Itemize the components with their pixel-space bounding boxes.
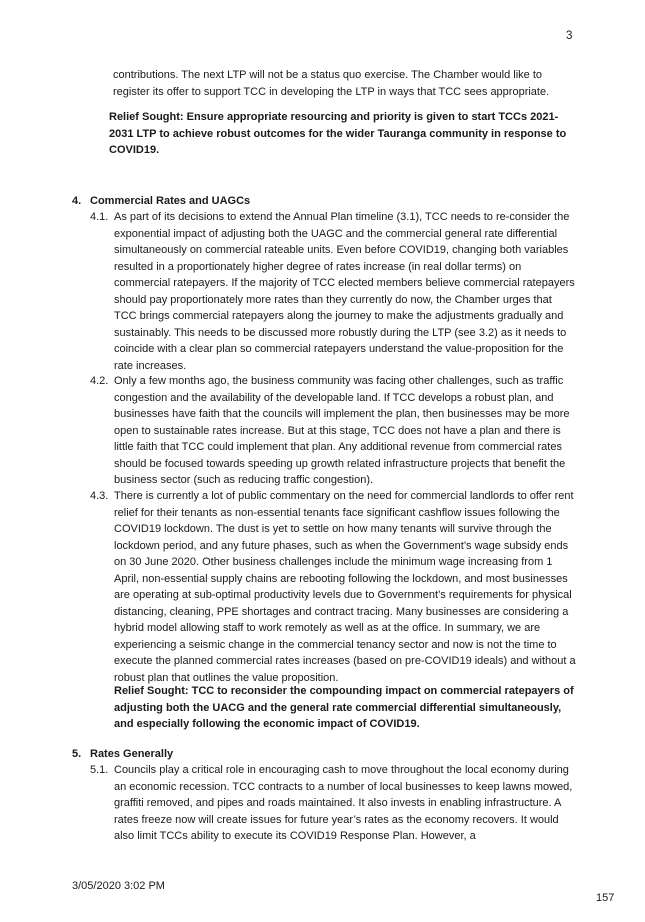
- page-number-top: 3: [566, 30, 573, 42]
- item-5-1-text: Councils play a critical role in encouraging cash to move throughout the local economy during an economic recession. TCC contracts to a number of local businesses to keep lawns mowed, graffiti removed, and pipes and roads maintained. It also invests in enabling infrastructure. A rates freeze now will create issues for future year’s rates as the economy recovers. It would also limit TCCs ability to execute its COVID19 Response Plan. However, a: [114, 764, 573, 842]
- item-4-2-number: 4.2.: [90, 375, 109, 387]
- item-4-1-number: 4.1.: [90, 211, 109, 223]
- item-4-3-text: There is currently a lot of public commentary on the need for commercial landlords to offer rent relief for their tenants as non-essential tenants face significant cashflow issues following the COVID19 lockdown. The dust is yet to settle on how many tenants will survive through the lockdown period, and any future phases, such as when the Government’s wage subsidy ends on 30 June 2020. Other business challenges include the minimum wage increasing from 1 April, non-essential supply chains are rebooting following the lockdown, and most businesses are operating at sub-optimal productivity levels due to Government’s requirements for physical distancing, cleaning, PPE shortages and contract tracing. Many businesses are considering a hybrid model allowing staff to work remotely as well as at the office. In summary, we are experiencing a seismic change in the commercial tenancy sector and now is not the time to execute the planned commercial rates increases (based on pre-COVID19 ideals) and without a robust plan that outlines the value proposition.: [114, 490, 576, 684]
- item-5-1-number: 5.1.: [90, 764, 109, 776]
- item-4-3-number: 4.3.: [90, 490, 109, 502]
- intro-relief-sought: Relief Sought: Ensure appropriate resourcing and priority is given to start TCCs 2021-2031 LTP to achieve robust outcomes for the wider Tauranga community in response to COVID19.: [109, 111, 567, 156]
- section-4-number: 4.: [72, 195, 82, 207]
- section-4-title: Commercial Rates and UAGCs: [90, 195, 251, 207]
- footer-date: 3/05/2020 3:02 PM: [72, 880, 165, 892]
- intro-paragraph: contributions. The next LTP will not be a status quo exercise. The Chamber would like to register its offer to support TCC in developing the LTP in ways that TCC sees appropriate.: [113, 69, 550, 98]
- page-number-bottom: 157: [596, 892, 615, 904]
- item-4-1-text: As part of its decisions to extend the Annual Plan timeline (3.1), TCC needs to re-consider the exponential impact of adjusting both the UAGC and the commercial general rate differential simultaneously on commercial rateable units. Even before COVID19, changing both variables resulted in a proportionately higher degree of rates increase (in real dollar terms) on commercial ratepayers. If the majority of TCC elected members believe commercial ratepayers should pay proportionately more rates than they currently do now, the Chamber urges that TCC brings commercial ratepayers along the journey to make the adjustments gradually and sustainably. This needs to be discussed more robustly during the LTP (see 3.2) as it needs to coincide with a clear plan so commercial ratepayers understand the value-proposition for the rate increases.: [114, 211, 575, 372]
- item-4-2-text: Only a few months ago, the business community was facing other challenges, such as traffic congestion and the availability of the developable land. If TCC develops a robust plan, and businesses have faith that the councils will implement the plan, then businesses may be more open to sustainable rates increase. But at this stage, TCC does not have a plan and there is little faith that TCC could implement that plan. Any additional revenue from commercial rates should be focused towards speeding up growth related infrastructure projects that benefit the business sector (such as reducing traffic congestion).: [114, 375, 570, 486]
- section-5-title: Rates Generally: [90, 748, 174, 760]
- section-5-number: 5.: [72, 748, 82, 760]
- item-4-3-relief-sought: Relief Sought: TCC to reconsider the compounding impact on commercial ratepayers of adjusting both the UACG and the general rate commercial differential simultaneously, and especially following the economic impact of COVID19.: [114, 685, 574, 730]
